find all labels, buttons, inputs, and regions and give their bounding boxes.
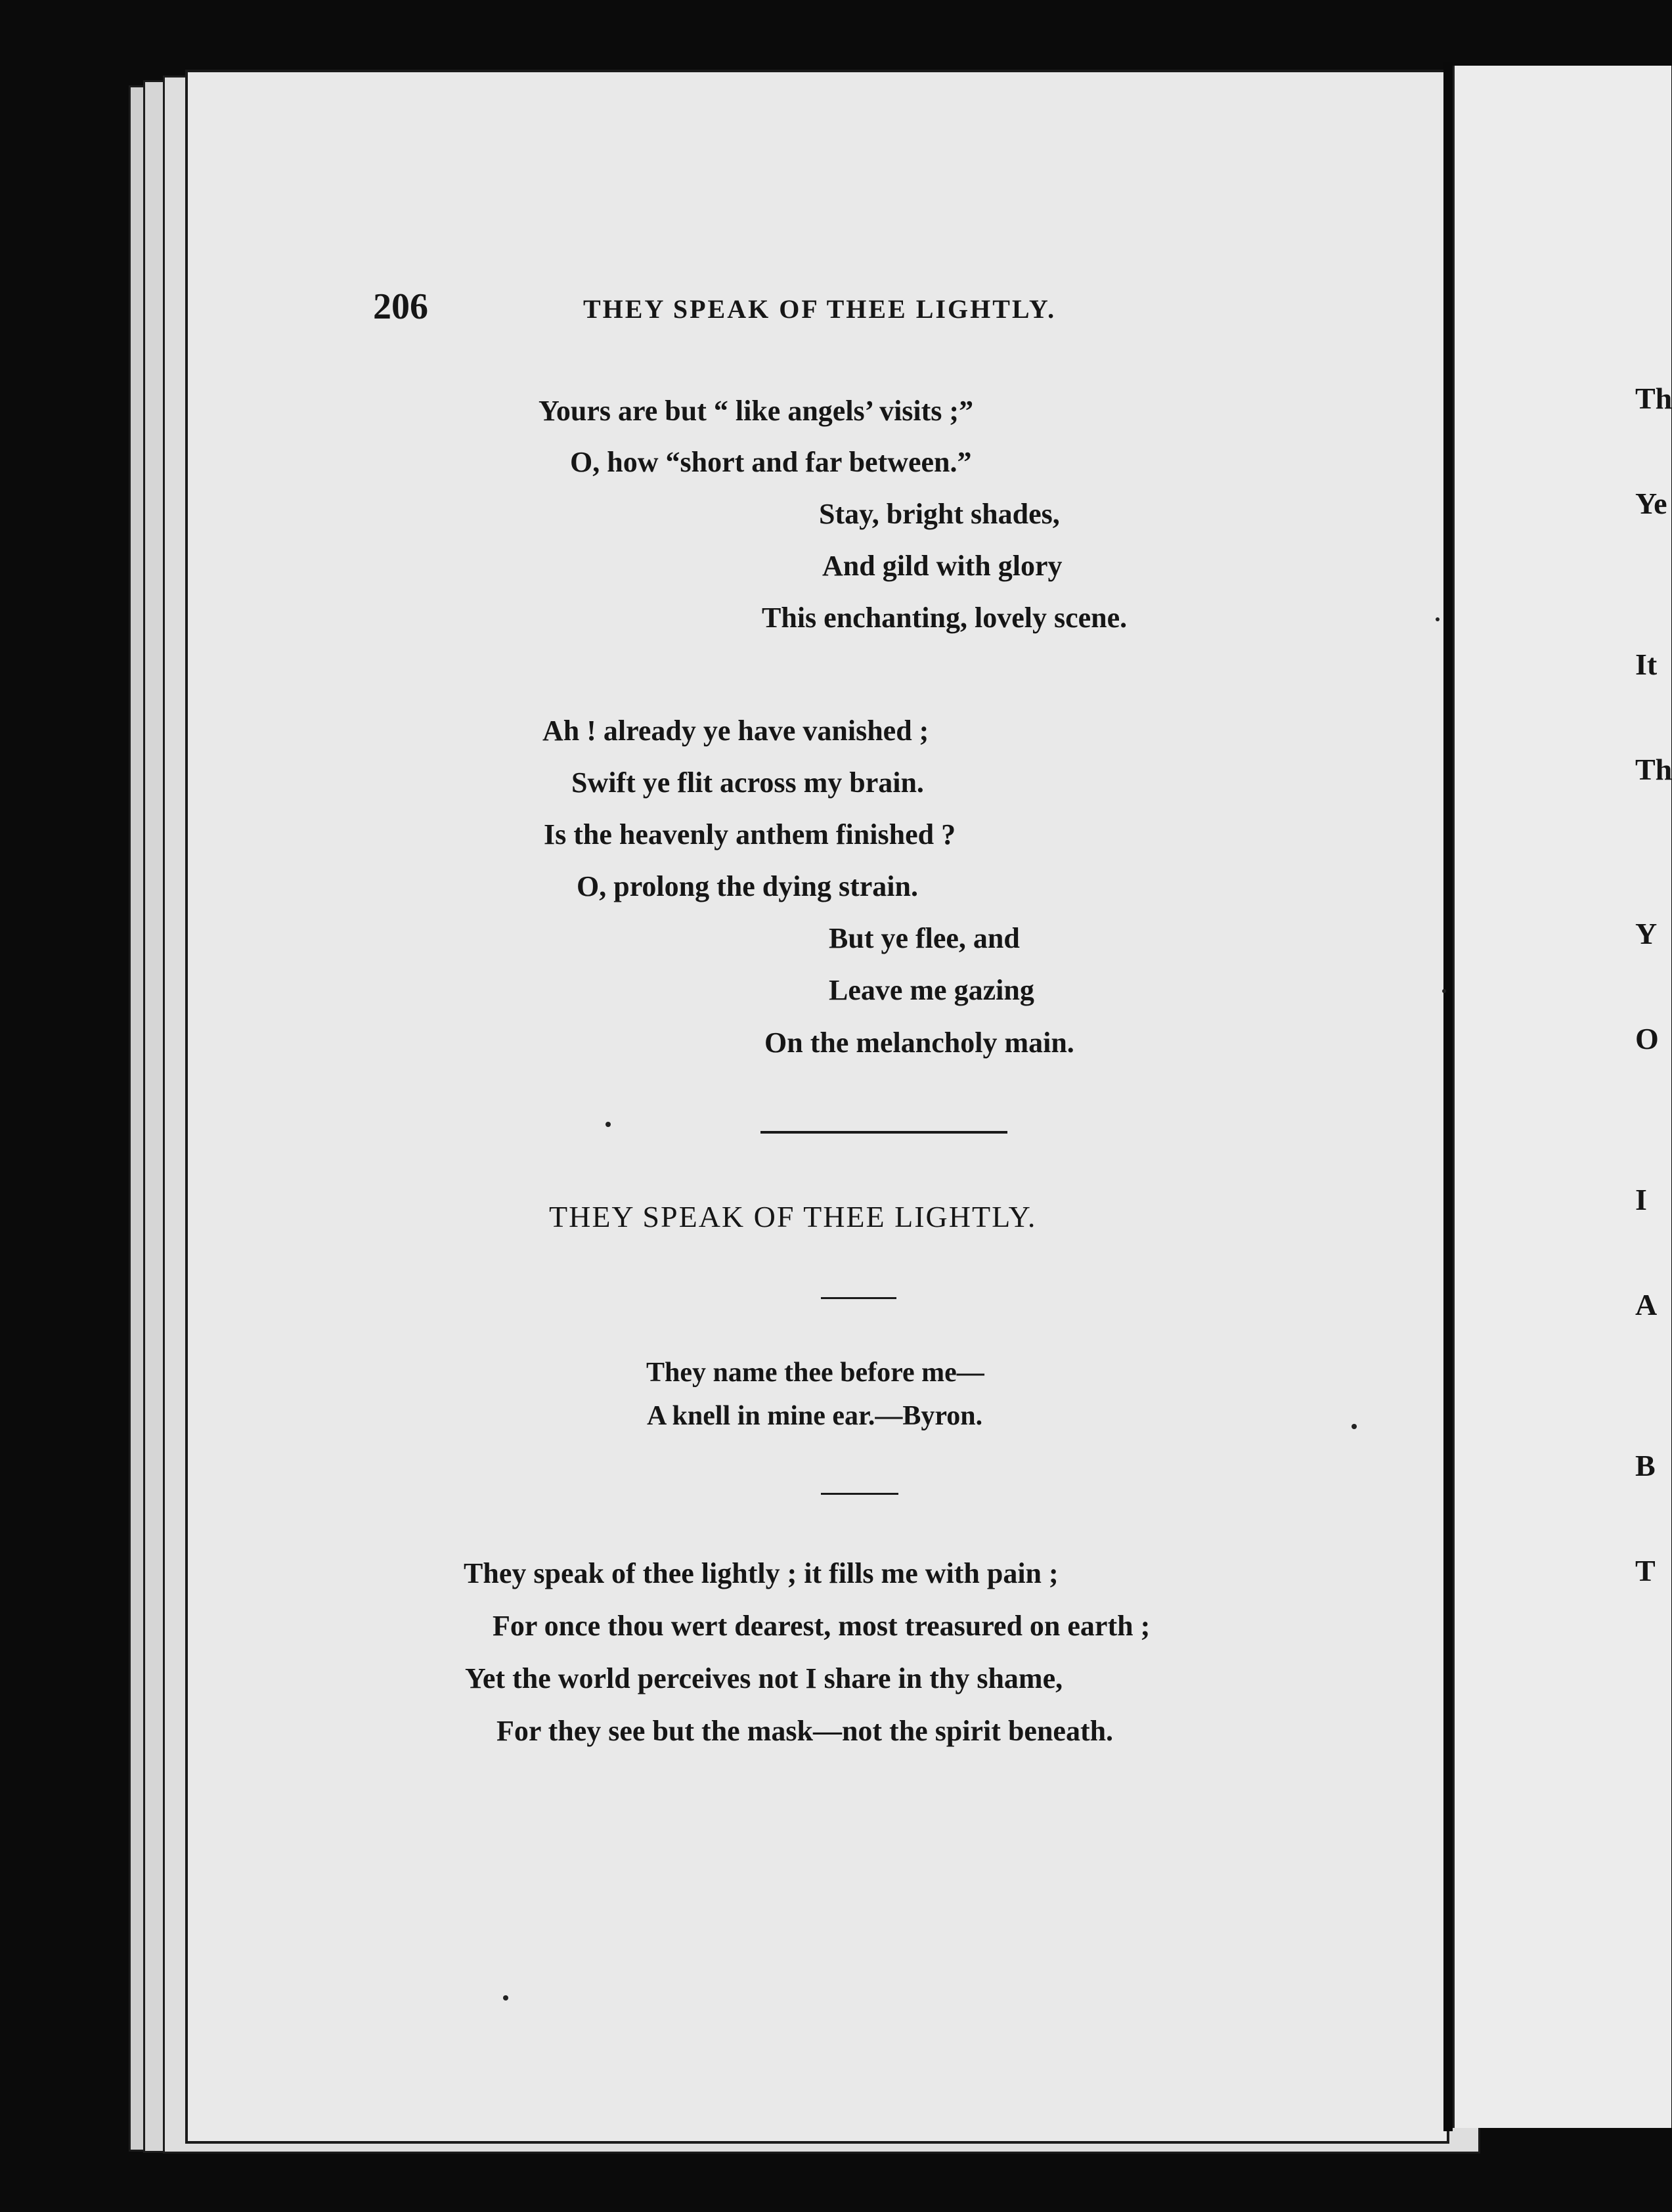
facing-page-fragment: B xyxy=(1635,1449,1656,1482)
verse-line: This enchanting, lovely scene. xyxy=(762,602,1128,634)
section-divider xyxy=(760,1131,1007,1134)
facing-page-fragment: A xyxy=(1635,1288,1658,1321)
facing-page-fragment: Th xyxy=(1635,382,1672,415)
verse-line: Ah ! already ye have vanished ; xyxy=(542,715,929,747)
epigraph-line: They name thee before me— xyxy=(646,1358,984,1388)
book-gutter xyxy=(1443,62,1453,2131)
ink-speck xyxy=(503,1995,508,2001)
verse-line: And gild with glory xyxy=(822,550,1063,582)
facing-page-fragment: Y xyxy=(1635,917,1658,950)
ink-speck xyxy=(1442,989,1446,993)
verse-line: But ye flee, and xyxy=(829,922,1020,954)
facing-page-fragment: Th xyxy=(1635,753,1672,786)
verse-line: For once thou wert dearest, most treasured on earth ; xyxy=(493,1610,1151,1642)
title-rule xyxy=(821,1297,896,1299)
verse-line: For they see but the mask—not the spirit beneath. xyxy=(496,1715,1114,1747)
facing-page-fragment: I xyxy=(1635,1183,1647,1216)
verse-line: Yet the world perceives not I share in thy shame, xyxy=(465,1662,1063,1694)
verse-line: Yours are but “ like angels’ visits ;” xyxy=(539,395,974,427)
facing-page-fragment: It xyxy=(1635,648,1658,681)
facing-page xyxy=(1453,66,1671,2128)
ink-speck xyxy=(605,1122,611,1127)
book-page xyxy=(185,70,1449,2144)
verse-line: On the melancholy main. xyxy=(764,1027,1074,1059)
verse-line: O, prolong the dying strain. xyxy=(577,870,918,902)
poem-title: THEY SPEAK OF THEE LIGHTLY. xyxy=(549,1200,1037,1233)
verse-line: Leave me gazing xyxy=(829,974,1034,1006)
verse-line: Stay, bright shades, xyxy=(819,498,1060,530)
ink-speck xyxy=(1436,617,1440,621)
page-number: 206 xyxy=(373,286,428,327)
facing-page-fragment: Ye xyxy=(1635,487,1667,520)
running-title: THEY SPEAK OF THEE LIGHTLY. xyxy=(583,294,1057,324)
ink-speck xyxy=(1352,1424,1357,1429)
verse-line: Is the heavenly anthem finished ? xyxy=(544,818,956,851)
facing-page-fragment: T xyxy=(1635,1554,1656,1587)
facing-page-fragment: O xyxy=(1635,1022,1659,1055)
verse-line: O, how “short and far between.” xyxy=(570,446,972,478)
epigraph-line: A knell in mine ear.—Byron. xyxy=(647,1401,983,1431)
verse-line: Swift ye flit across my brain. xyxy=(571,766,924,799)
epigraph-rule xyxy=(821,1493,898,1495)
verse-line: They speak of thee lightly ; it fills me with pain ; xyxy=(464,1557,1059,1589)
